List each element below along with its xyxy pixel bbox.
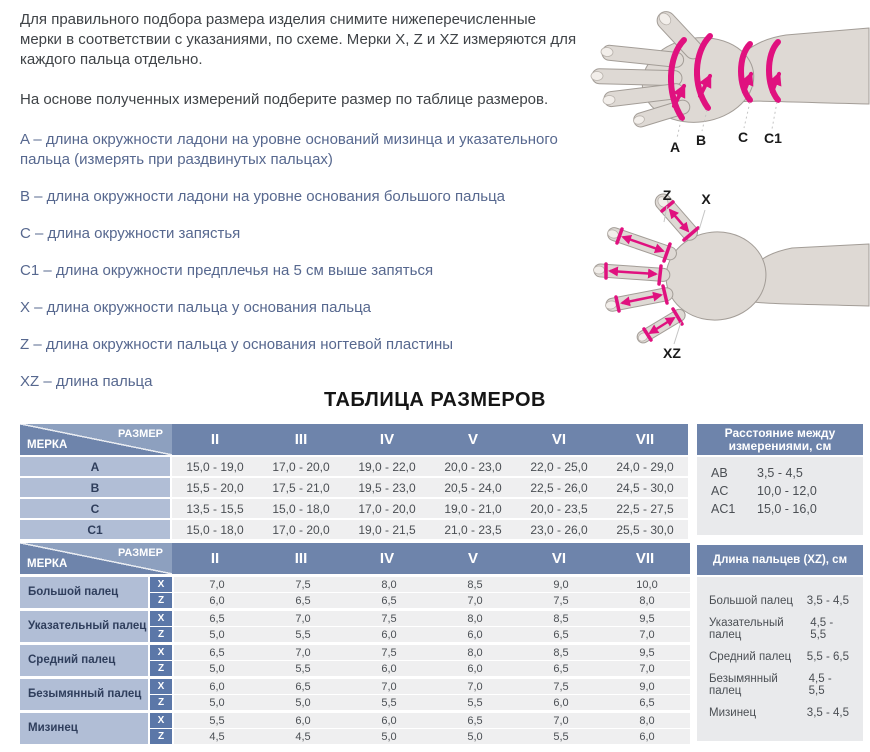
distance-panel: [697, 424, 863, 535]
diagram-label-x: X: [701, 191, 711, 207]
size-table-fingers: [20, 543, 690, 747]
finger-size-cell: 5,0: [432, 729, 518, 744]
corner-size-label: РАЗМЕР: [117, 428, 163, 440]
measure-badge: Z: [150, 627, 172, 642]
finger-row-label: Большой палец: [20, 577, 148, 608]
finger-row-label: Мизинец: [20, 713, 148, 744]
size-range-cell: 15,0 - 19,0: [172, 457, 258, 476]
finger-size-cell: 6,5: [260, 679, 346, 694]
finger-row-label: Средний палец: [20, 645, 148, 676]
finger-size-cell: 10,0: [604, 577, 690, 592]
finger-size-cell: 8,5: [518, 611, 604, 626]
finger-size-cell: 7,5: [346, 645, 432, 660]
size-range-cell: 19,0 - 21,0: [430, 499, 516, 518]
finger-size-cell: 6,0: [260, 713, 346, 728]
size-table-title: ТАБЛИЦА РАЗМЕРОВ: [324, 389, 546, 411]
distance-label: AC: [711, 484, 729, 498]
finger-size-cell: 6,0: [346, 627, 432, 642]
finger-length-panel-title: Длина пальцев (XZ), см: [697, 545, 863, 575]
finger-size-cell: 5,0: [174, 661, 260, 676]
table1-header: [20, 424, 688, 455]
hand-diagram-fingers: [580, 170, 870, 385]
finger-size-cell: 8,0: [346, 577, 432, 592]
finger-size-cell: 9,5: [604, 645, 690, 660]
size-table-circumferences: [20, 424, 688, 541]
finger-size-cell: 9,5: [604, 611, 690, 626]
size-column-header: III: [294, 431, 308, 448]
size-range-cell: 17,0 - 20,0: [258, 457, 344, 476]
finger-row-label: Указательный палец: [20, 611, 148, 642]
size-column-header: II: [210, 550, 220, 567]
finger-length-label: Указательный палец: [709, 617, 784, 641]
size-range-cell: 24,5 - 30,0: [602, 478, 688, 497]
finger-size-cell: 7,0: [346, 679, 432, 694]
measurement-definition: X – длина окружности пальца у основания пальца: [20, 299, 372, 316]
finger-measure-row: [150, 679, 690, 694]
length-panel-rows: [697, 577, 863, 741]
table1-corner-cell: [20, 424, 172, 455]
measurement-row-label: A: [20, 457, 170, 476]
table2-header: [20, 543, 690, 574]
finger-size-cell: 7,0: [604, 627, 690, 642]
measure-badge: X: [150, 713, 172, 728]
finger-size-cell: 7,0: [260, 611, 346, 626]
size-range-cell: 15,0 - 18,0: [172, 520, 258, 539]
measurement-definition: B – длина окружности ладони на уровне основания большого пальца: [20, 188, 506, 205]
measure-badge: X: [150, 679, 172, 694]
finger-size-cell: 7,0: [432, 593, 518, 608]
finger-length-row: [697, 699, 863, 727]
finger-measure-row: [150, 593, 690, 608]
finger-size-cell: 4,5: [260, 729, 346, 744]
finger-length-value: 3,5 - 4,5: [806, 707, 849, 719]
finger-measure-row: [150, 645, 690, 660]
diagram-label-b: B: [695, 132, 707, 148]
intro-paragraph-1: Для правильного подбора размера изделия снимите нижеперечисленные мерки в соответствии с указаниями, по схеме. Мерки X, Z и XZ измеряются для каждого пальца отдельно.: [20, 11, 577, 68]
finger-size-cell: 9,0: [518, 577, 604, 592]
measure-badge: Z: [150, 661, 172, 676]
finger-size-cell: 8,0: [432, 645, 518, 660]
finger-size-cell: 7,0: [432, 679, 518, 694]
finger-size-cell: 7,5: [518, 593, 604, 608]
table2-header-columns: [172, 543, 688, 574]
measurement-definition: C1 – длина окружности предплечья на 5 см выше запяться: [20, 262, 434, 279]
finger-rows: [150, 679, 690, 710]
finger-measure-row: [150, 627, 690, 642]
finger-group: [20, 611, 690, 642]
diagram-label-z: Z: [662, 187, 672, 203]
table2-body: [20, 577, 690, 744]
hand-diagram-circumferences: [580, 0, 870, 165]
finger-size-cell: 6,5: [174, 611, 260, 626]
size-column-header: IV: [379, 550, 395, 567]
measurement-row: [20, 478, 688, 497]
finger-rows: [150, 645, 690, 676]
finger-length-row: [697, 671, 863, 699]
finger-length-label: Средний палец: [709, 651, 792, 663]
finger-length-value: 4,5 - 5,5: [810, 617, 834, 641]
size-range-cell: 17,0 - 20,0: [258, 520, 344, 539]
table1-header-columns: [172, 424, 688, 455]
finger-group: [20, 679, 690, 710]
finger-size-cell: 8,0: [604, 713, 690, 728]
size-range-cell: 22,0 - 25,0: [516, 457, 602, 476]
measure-badge: X: [150, 611, 172, 626]
finger-size-cell: 9,0: [604, 679, 690, 694]
finger-length-row: [697, 643, 863, 671]
finger-size-cell: 5,5: [518, 729, 604, 744]
distance-label: AC1: [711, 502, 736, 516]
finger-size-cell: 5,0: [346, 729, 432, 744]
size-column-header: III: [294, 550, 308, 567]
distance-label: AB: [711, 466, 728, 480]
hand-shape: [591, 8, 869, 130]
size-range-cell: 19,0 - 21,5: [344, 520, 430, 539]
measurement-definition: Z – длина окружности пальца у основания ногтевой пластины: [20, 336, 454, 353]
finger-measure-row: [150, 661, 690, 676]
table2-corner-cell: [20, 543, 172, 574]
distance-row: [697, 482, 863, 500]
finger-measure-row: [150, 713, 690, 728]
finger-size-cell: 6,0: [174, 593, 260, 608]
finger-length-value: 5,5 - 6,5: [806, 651, 849, 663]
finger-size-cell: 5,5: [174, 713, 260, 728]
diagram-label-c: C: [737, 129, 749, 145]
finger-size-cell: 6,5: [260, 593, 346, 608]
finger-size-cell: 7,5: [260, 577, 346, 592]
distance-row: [697, 500, 863, 518]
size-range-cell: 13,5 - 15,5: [172, 499, 258, 518]
size-column-header: VII: [635, 550, 655, 567]
finger-length-label: Безымянный палец: [709, 673, 778, 697]
corner-size-label: РАЗМЕР: [117, 547, 163, 559]
finger-size-cell: 6,0: [346, 661, 432, 676]
finger-size-cell: 6,0: [174, 679, 260, 694]
measurement-row: [20, 499, 688, 518]
measurement-row-label: B: [20, 478, 170, 497]
measure-badge: Z: [150, 695, 172, 710]
finger-size-cell: 7,0: [604, 661, 690, 676]
size-range-cell: 25,5 - 30,0: [602, 520, 688, 539]
measurement-row-label: C1: [20, 520, 170, 539]
finger-size-cell: 5,5: [260, 627, 346, 642]
finger-size-cell: 6,0: [432, 661, 518, 676]
measurement-row: [20, 457, 688, 476]
finger-size-cell: 6,5: [604, 695, 690, 710]
size-range-cell: 24,0 - 29,0: [602, 457, 688, 476]
corner-measure-label: МЕРКА: [27, 439, 68, 451]
finger-size-cell: 5,0: [260, 695, 346, 710]
finger-length-panel: [697, 545, 863, 741]
size-column-header: II: [210, 431, 220, 448]
size-range-cell: 20,0 - 23,5: [516, 499, 602, 518]
size-range-cell: 22,5 - 27,5: [602, 499, 688, 518]
size-column-header: IV: [379, 431, 395, 448]
finger-measure-row: [150, 695, 690, 710]
finger-rows: [150, 577, 690, 608]
finger-length-label: Большой палец: [709, 595, 793, 607]
size-range-cell: 20,0 - 23,0: [430, 457, 516, 476]
finger-size-cell: 7,0: [174, 577, 260, 592]
distance-panel-title: Расстояние между измерениями, см: [697, 424, 863, 455]
finger-length-label: Мизинец: [709, 707, 757, 719]
diagram-label-c1: C1: [764, 130, 782, 146]
measure-badge: Z: [150, 593, 172, 608]
finger-size-cell: 6,5: [346, 593, 432, 608]
finger-size-cell: 8,5: [432, 577, 518, 592]
size-column-header: VII: [635, 431, 655, 448]
corner-measure-label: МЕРКА: [27, 558, 68, 570]
size-range-cell: 17,5 - 21,0: [258, 478, 344, 497]
finger-size-cell: 6,5: [518, 661, 604, 676]
finger-length-row: [697, 615, 863, 643]
size-column-header: V: [467, 550, 478, 567]
intro-block: [20, 10, 580, 409]
finger-size-cell: 6,5: [432, 713, 518, 728]
measurement-list: [20, 130, 580, 392]
finger-measure-row: [150, 577, 690, 592]
finger-size-cell: 6,0: [346, 713, 432, 728]
distance-value: 15,0 - 16,0: [757, 502, 817, 516]
distance-row: [697, 464, 863, 482]
finger-size-cell: 7,5: [518, 679, 604, 694]
size-range-cell: 19,0 - 22,0: [344, 457, 430, 476]
size-column-header: VI: [551, 431, 567, 448]
hand-shape: [594, 191, 870, 345]
size-range-cell: 19,5 - 23,0: [344, 478, 430, 497]
finger-size-cell: 6,0: [604, 729, 690, 744]
size-range-cell: 20,5 - 24,0: [430, 478, 516, 497]
finger-size-cell: 5,5: [346, 695, 432, 710]
finger-length-value: 4,5 - 5,5: [808, 673, 832, 697]
finger-size-cell: 8,0: [604, 593, 690, 608]
measure-badge: X: [150, 645, 172, 660]
size-range-cell: 17,0 - 20,0: [344, 499, 430, 518]
intro-paragraph-2: На основе полученных измерений подберите размер по таблице размеров.: [20, 91, 549, 108]
size-range-cell: 21,0 - 23,5: [430, 520, 516, 539]
table1-body: [20, 457, 688, 539]
measurement-definition: C – длина окружности запястья: [20, 225, 241, 242]
size-range-cell: 15,0 - 18,0: [258, 499, 344, 518]
size-column-header: VI: [551, 550, 567, 567]
finger-measure-row: [150, 611, 690, 626]
measure-badge: X: [150, 577, 172, 592]
measurement-definition: XZ – длина пальца: [20, 373, 153, 390]
finger-group: [20, 713, 690, 744]
finger-measure-row: [150, 729, 690, 744]
finger-size-cell: 6,0: [432, 627, 518, 642]
measurement-definition: A – длина окружности ладони на уровне оснований мизинца и указательного пальца (измерять при раздвинутых пальцах): [20, 131, 558, 168]
finger-size-cell: 5,0: [174, 695, 260, 710]
size-range-cell: 23,0 - 26,0: [516, 520, 602, 539]
finger-rows: [150, 611, 690, 642]
size-range-cell: 15,5 - 20,0: [172, 478, 258, 497]
measurement-row-label: C: [20, 499, 170, 518]
finger-size-cell: 6,0: [518, 695, 604, 710]
measurement-row: [20, 520, 688, 539]
finger-size-cell: 7,0: [260, 645, 346, 660]
finger-group: [20, 577, 690, 608]
size-column-header: V: [467, 431, 478, 448]
finger-size-cell: 7,5: [346, 611, 432, 626]
diagram-label-xz: XZ: [663, 345, 681, 361]
finger-size-cell: 5,0: [174, 627, 260, 642]
finger-group: [20, 645, 690, 676]
distance-value: 10,0 - 12,0: [757, 484, 817, 498]
diagram-label-a: A: [669, 139, 681, 155]
finger-size-cell: 8,5: [518, 645, 604, 660]
finger-size-cell: 4,5: [174, 729, 260, 744]
finger-size-cell: 6,5: [518, 627, 604, 642]
finger-size-cell: 6,5: [174, 645, 260, 660]
finger-rows: [150, 713, 690, 744]
finger-size-cell: 5,5: [260, 661, 346, 676]
finger-length-row: [697, 587, 863, 615]
finger-size-cell: 7,0: [518, 713, 604, 728]
distance-panel-rows: [697, 457, 863, 535]
finger-size-cell: 5,5: [432, 695, 518, 710]
distance-value: 3,5 - 4,5: [757, 466, 803, 480]
measure-badge: Z: [150, 729, 172, 744]
finger-size-cell: 8,0: [432, 611, 518, 626]
size-range-cell: 22,5 - 26,0: [516, 478, 602, 497]
finger-row-label: Безымянный палец: [20, 679, 148, 710]
finger-length-value: 3,5 - 4,5: [806, 595, 849, 607]
